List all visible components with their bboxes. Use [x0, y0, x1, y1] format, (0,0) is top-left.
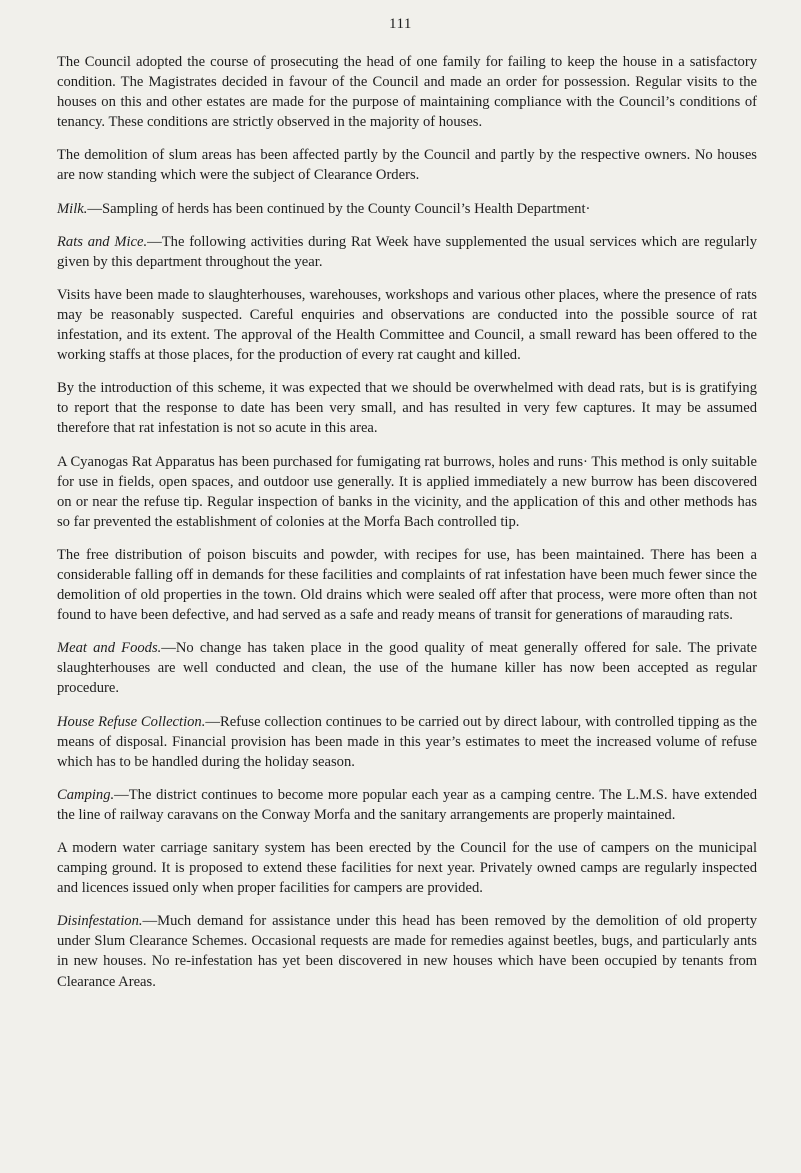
- paragraph-meat-and-foods: [57, 638, 757, 698]
- paragraph-camping: [57, 785, 757, 825]
- paragraph-text: A Cyanogas Rat Apparatus has been purchased for fumigating rat burrows, holes and runs· This method is only suitable for use in fields, open spaces, and outdoor use generally. It is applied immediately a new burrow has been discovered on or near the refuse tip. Regular inspection of banks in the vicinity, and the application of this and other methods has so far prevented the establishment of colonies at the Morfa Bach controlled tip.: [57, 453, 757, 530]
- paragraph-poison-distribution: [57, 545, 757, 625]
- paragraph-text: —Refuse collection continues to be carried out by direct labour, with controlled tipping as the means of disposal. Financial provision has been made in this year’s estimates to meet the increased volume of refuse which has to be handled during the holiday season.: [57, 713, 757, 770]
- paragraph-sanitary-system: [57, 838, 757, 898]
- page-number: 111: [389, 16, 412, 32]
- paragraph-disinfestation: [57, 911, 757, 991]
- document-body: [57, 52, 757, 1005]
- paragraph-text: A modern water carriage sanitary system has been erected by the Council for the use of campers on the municipal camping ground. It is proposed to extend these facilities for next year. Privately owned camps are regularly inspected and licences issued only when proper facilities for campers are provided.: [57, 840, 757, 897]
- paragraph-text: —Sampling of herds has been continued by the County Council’s Health Department·: [87, 200, 591, 217]
- paragraph-text: Visits have been made to slaughterhouses, warehouses, workshops and various other places, where the presence of rats may be reasonably suspected. Careful enquiries and observations are conducted into the possible source of rat infestation, and its extent. The approval of the Health Committee and Council, a small reward has been offered to the working staffs at those places, for the production of every rat caught and killed.: [57, 286, 757, 364]
- paragraph-text: By the introduction of this scheme, it was expected that we should be overwhelmed with dead rats, but is is gratifying to report that the response to date has been very small, and has resulted in very few captures. It may be assumed therefore that rat infestation is not so acute in this area.: [57, 380, 757, 437]
- section-heading-disinfestation: Disinfestation.: [57, 913, 143, 930]
- paragraph-text: The free distribution of poison biscuits and powder, with recipes for use, has been maintained. There has been a considerable falling off in demands for these facilities and complaints of rat infestation have been much fewer since the demolition of old properties in the town. Old drains which were sealed off after that process, were more often than not found to have been defective, and had served as a safe and ready means of transit for generations of marauding rats.: [57, 546, 757, 624]
- paragraph-text: The Council adopted the course of prosecuting the head of one family for failing to keep the house in a satisfactory condition. The Magistrates decided in favour of the Council and made an order for possession. Regular visits to the houses on this and other estates are made for the purpose of maintaining compliance with the Council’s conditions of tenancy. These conditions are strictly observed in the majority of houses.: [57, 54, 757, 131]
- paragraph-prosecution: [57, 52, 757, 132]
- section-heading-meat-and-foods: Meat and Foods.: [57, 640, 162, 657]
- paragraph-text: The demolition of slum areas has been affected partly by the Council and partly by the respective owners. No houses are now standing which were the subject of Clearance Orders.: [57, 147, 757, 184]
- section-heading-camping: Camping.: [57, 786, 115, 803]
- paragraph-scheme-results: [57, 378, 757, 438]
- section-heading-milk: Milk.: [57, 200, 88, 217]
- paragraph-text: —No change has taken place in the good quality of meat generally offered for sale. The private slaughterhouses are well conducted and clean, the use of the humane killer has now been accepted as regular procedure.: [57, 640, 757, 697]
- paragraph-slum-demolition: [57, 145, 757, 185]
- paragraph-rats-and-mice: [57, 232, 757, 272]
- section-heading-rats-and-mice: Rats and Mice.: [57, 233, 148, 250]
- section-heading-refuse-collection: House Refuse Collection.: [57, 713, 206, 730]
- paragraph-text: —Much demand for assistance under this head has been removed by the demolition of old property under Slum Clearance Schemes. Occasional requests are made for remedies against beetles, bugs, and particularly ants in new houses. No re-infestation has yet been discovered in new houses which have been occupied by tenants from Clearance Areas.: [57, 913, 757, 990]
- paragraph-text: —The district continues to become more popular each year as a camping centre. The L.M.S. have extended the line of railway caravans on the Conway Morfa and the sanitary arrangements are properly maintained.: [57, 786, 757, 823]
- paragraph-visits: [57, 285, 757, 365]
- paragraph-text: —The following activities during Rat Week have supplemented the usual services which are regularly given by this department throughout the year.: [57, 233, 757, 270]
- paragraph-refuse-collection: [57, 712, 757, 772]
- paragraph-milk: [57, 199, 757, 219]
- paragraph-cyanogas: [57, 452, 757, 532]
